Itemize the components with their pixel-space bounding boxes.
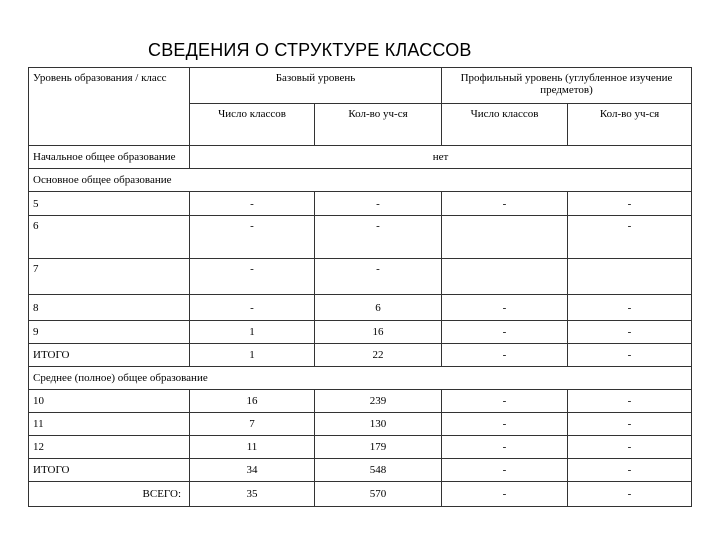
cell-profile-students: - bbox=[568, 321, 692, 344]
cell-classes: 34 bbox=[190, 459, 315, 482]
cell-profile-classes: - bbox=[442, 344, 568, 367]
cell-students: - bbox=[315, 216, 442, 259]
table-row bbox=[29, 192, 692, 216]
header-profile-class-count: Число классов bbox=[442, 104, 568, 146]
cell-classes: - bbox=[190, 259, 315, 295]
table-row bbox=[29, 259, 692, 295]
cell-classes: - bbox=[190, 295, 315, 321]
table-row-grand-total bbox=[29, 482, 692, 507]
section-row-basic bbox=[29, 169, 692, 192]
cell-classes: 35 bbox=[190, 482, 315, 507]
cell-profile-classes: - bbox=[442, 321, 568, 344]
table-row bbox=[29, 390, 692, 413]
cell-profile-classes: - bbox=[442, 413, 568, 436]
cell-students: 179 bbox=[315, 436, 442, 459]
row-label: 10 bbox=[29, 390, 190, 413]
cell-profile-classes: - bbox=[442, 482, 568, 507]
cell-profile-classes: - bbox=[442, 459, 568, 482]
table-row bbox=[29, 321, 692, 344]
table-row-total bbox=[29, 344, 692, 367]
cell-profile-students bbox=[568, 259, 692, 295]
cell-profile-classes: - bbox=[442, 436, 568, 459]
table-row bbox=[29, 413, 692, 436]
cell-classes: 1 bbox=[190, 344, 315, 367]
cell-profile-students: - bbox=[568, 295, 692, 321]
table-row bbox=[29, 295, 692, 321]
section-basic-label: Основное общее образование bbox=[29, 169, 692, 192]
cell-profile-classes: - bbox=[442, 295, 568, 321]
cell-profile-students: - bbox=[568, 413, 692, 436]
header-class-count: Число классов bbox=[190, 104, 315, 146]
section-primary-label: Начальное общее образование bbox=[29, 146, 190, 169]
header-students-count: Кол-во уч-ся bbox=[315, 104, 442, 146]
cell-students: 22 bbox=[315, 344, 442, 367]
row-label: ИТОГО bbox=[29, 459, 190, 482]
row-label: 12 bbox=[29, 436, 190, 459]
row-label: 5 bbox=[29, 192, 190, 216]
cell-profile-students: - bbox=[568, 390, 692, 413]
cell-classes: 11 bbox=[190, 436, 315, 459]
cell-profile-students: - bbox=[568, 216, 692, 259]
cell-students: - bbox=[315, 192, 442, 216]
cell-profile-classes: - bbox=[442, 192, 568, 216]
cell-profile-students: - bbox=[568, 436, 692, 459]
table-row bbox=[29, 436, 692, 459]
class-structure-table bbox=[28, 67, 692, 507]
header-profile-level: Профильный уровень (углубленное изучение предметов) bbox=[442, 68, 692, 104]
row-label: ИТОГО bbox=[29, 344, 190, 367]
section-secondary-label: Среднее (полное) общее образование bbox=[29, 367, 692, 390]
cell-profile-students: - bbox=[568, 459, 692, 482]
cell-classes: 16 bbox=[190, 390, 315, 413]
cell-classes: 7 bbox=[190, 413, 315, 436]
page-title: СВЕДЕНИЯ О СТРУКТУРЕ КЛАССОВ bbox=[148, 40, 472, 60]
row-label: 6 bbox=[29, 216, 190, 259]
cell-students: 548 bbox=[315, 459, 442, 482]
cell-students: 239 bbox=[315, 390, 442, 413]
cell-students: 6 bbox=[315, 295, 442, 321]
cell-profile-students: - bbox=[568, 344, 692, 367]
row-label: 8 bbox=[29, 295, 190, 321]
cell-profile-classes: - bbox=[442, 390, 568, 413]
cell-profile-classes bbox=[442, 216, 568, 259]
header-profile-students-count: Кол-во уч-ся bbox=[568, 104, 692, 146]
cell-profile-students: - bbox=[568, 192, 692, 216]
row-label: 11 bbox=[29, 413, 190, 436]
table-row-total bbox=[29, 459, 692, 482]
header-level: Уровень образования / класс bbox=[29, 68, 190, 146]
table-row bbox=[29, 216, 692, 259]
row-label: 7 bbox=[29, 259, 190, 295]
cell-students: 130 bbox=[315, 413, 442, 436]
cell-profile-students: - bbox=[568, 482, 692, 507]
section-primary-value: нет bbox=[190, 146, 692, 169]
section-row-primary bbox=[29, 146, 692, 169]
cell-classes: - bbox=[190, 216, 315, 259]
header-row-1 bbox=[29, 68, 692, 104]
grand-total-label: ВСЕГО: bbox=[29, 482, 190, 507]
cell-classes: 1 bbox=[190, 321, 315, 344]
cell-profile-classes bbox=[442, 259, 568, 295]
cell-students: - bbox=[315, 259, 442, 295]
header-basic-level: Базовый уровень bbox=[190, 68, 442, 104]
cell-classes: - bbox=[190, 192, 315, 216]
section-row-secondary bbox=[29, 367, 692, 390]
cell-students: 570 bbox=[315, 482, 442, 507]
cell-students: 16 bbox=[315, 321, 442, 344]
row-label: 9 bbox=[29, 321, 190, 344]
